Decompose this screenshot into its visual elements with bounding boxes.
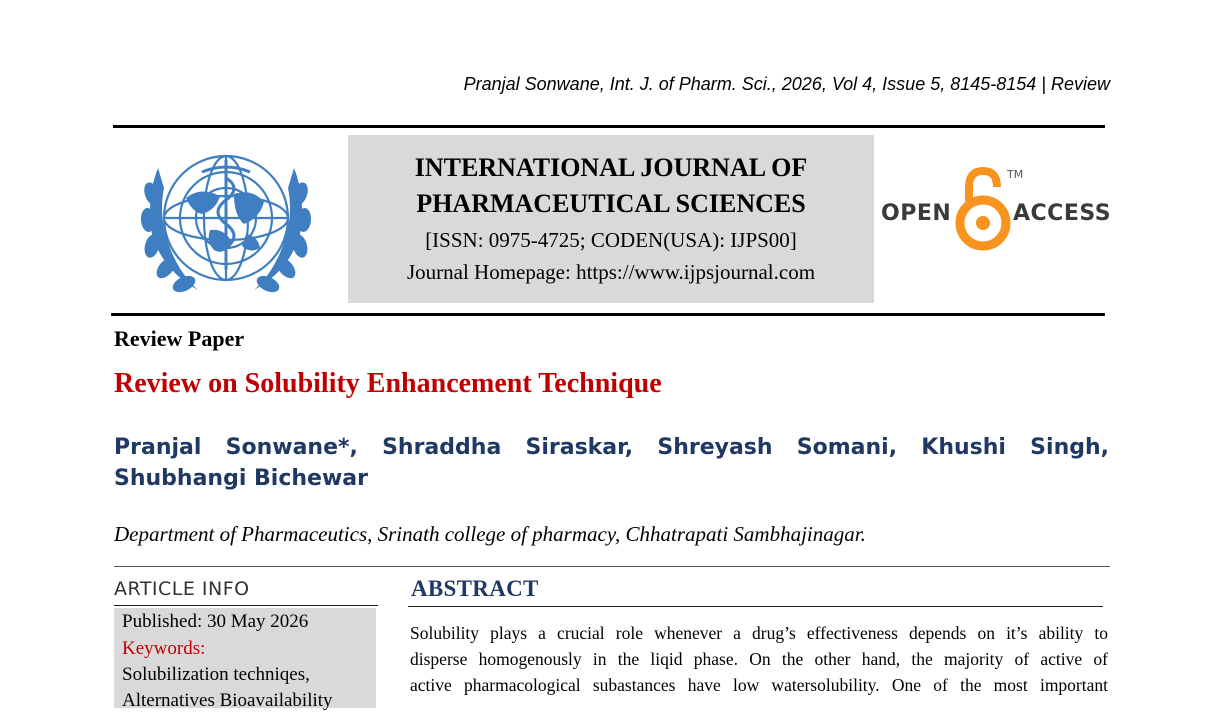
author-list: Pranjal Sonwane*, Shraddha Siraskar, Shreyash Somani, Khushi Singh, Shubhangi Bichewar <box>114 435 1109 491</box>
open-access-lock-icon <box>955 165 1011 251</box>
article-info-box <box>114 608 376 711</box>
abstract-heading: ABSTRACT <box>411 576 539 601</box>
paper-title: Review on Solubility Enhancement Technique <box>114 368 662 399</box>
journal-emblem-logo <box>128 138 324 306</box>
section-divider <box>114 566 1110 567</box>
header-top-rule <box>113 125 1105 128</box>
abstract-line-3: active pharmacological subastances have low watersolubility. One of the most important <box>410 675 1108 695</box>
published-date: Published: 30 May 2026 <box>122 611 309 632</box>
affiliation: Department of Pharmaceutics, Srinath college of pharmacy, Chhatrapati Sambhajinagar. <box>114 522 866 546</box>
journal-title-line2: PHARMACEUTICAL SCIENCES <box>416 189 806 218</box>
open-access-trademark: TM <box>1007 168 1024 181</box>
article-info-heading: ARTICLE INFO <box>114 578 250 600</box>
header-bottom-rule <box>111 313 1105 316</box>
open-access-open-text: OPEN <box>881 201 952 226</box>
abstract-line-2: disperse homogenously in the liqid phase. On the other hand, the majority of active of <box>410 649 1108 669</box>
article-info-rule <box>114 605 378 606</box>
abstract-rule <box>408 606 1103 607</box>
paper-type: Review Paper <box>114 326 245 351</box>
abstract-line-1: Solubility plays a crucial role whenever a drug’s effectiveness depends on it’s ability to <box>410 623 1108 643</box>
journal-issn: [ISSN: 0975-4725; CODEN(USA): IJPS00] <box>425 228 797 252</box>
journal-title-line1: INTERNATIONAL JOURNAL OF <box>414 153 808 182</box>
journal-masthead <box>348 135 874 303</box>
journal-homepage: Journal Homepage: https://www.ijpsjournal.com <box>406 260 816 284</box>
keywords-line-1: Solubilization techniqes, <box>122 664 310 685</box>
open-access-access-text: ACCESS <box>1013 201 1112 226</box>
open-access-logo <box>880 165 1110 255</box>
keywords-label: Keywords: <box>122 638 206 659</box>
citation-header: Pranjal Sonwane, Int. J. of Pharm. Sci., 2026, Vol 4, Issue 5, 8145-8154 | Review <box>463 74 1110 94</box>
keywords-line-2: Alternatives Bioavailability <box>122 690 333 711</box>
